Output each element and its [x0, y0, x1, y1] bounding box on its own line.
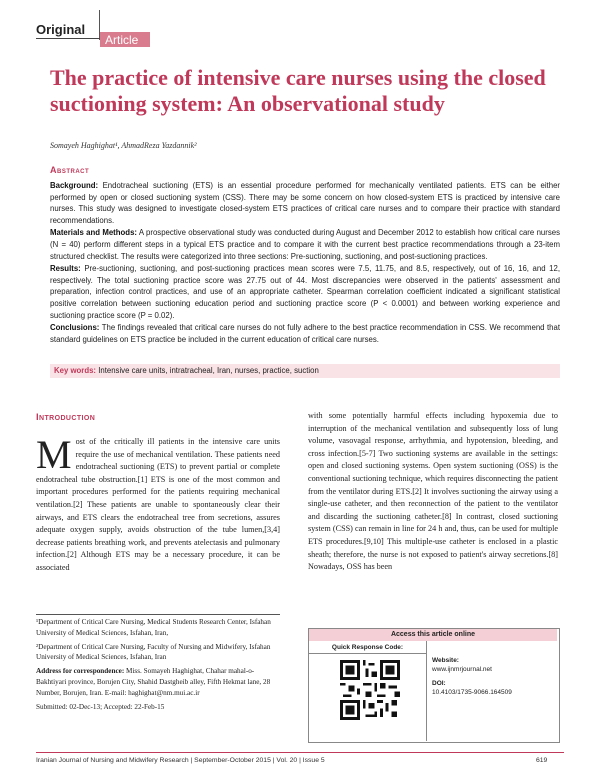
website-link[interactable]: www.ijnmrjournal.net [432, 666, 492, 673]
conclusions-label: Conclusions: [50, 323, 100, 333]
header-underline [36, 38, 100, 39]
correspondence: Address for correspondence: Miss. Somayeh Haghighat, Chahar mahal-o-Bakhtiyari province, Borujen City, Shahid Dastgheib alley, Fifth Hekmat lane, 28 Number, Borujen, Iran. E-mail: haghighat@nm.mui.ac.ir [36, 667, 271, 697]
intro-right-column: with some potentially harmful effects including hypoxemia due to interruption of the mechanical ventilation and subsequently loss of lung volume, vasovagal response, arrhythmia, and hypotension, bleeding, and cross infection.[5-7] Two suctioning systems are available in the settings: open and closed suctioning systems. Open system suctioning (OSS) is the conventional suctioning technique, which requires disconnecting the patient from the ventilator during ETS.[2] It involves suctioning the airway using a single-use catheter, and then reconnection of the patient to the ventilator and discarding the suctioning catheter.[8] In contrast, closed suctioning system (CSS) can remain in line for 24 h and, thus, can be used for multiple ETS procedures.[9,10] This multiple-use catheter is enclosed in a plastic sheath; therefore, the nurse is not exposed to patient's airway secretions.[8] Nowadays, OSS has been [308, 411, 558, 572]
submission-dates: Submitted: 02-Dec-13; Accepted: 22-Feb-15 [36, 702, 165, 711]
footnote-divider [36, 614, 280, 615]
keywords-text: Intensive care units, intratracheal, Iran, nurses, practice, suction [98, 366, 319, 375]
abstract-methods: Materials and Methods: A prospective observational study was conducted during August and December 2012 to establish how critical care nurses (N = 40) perform different steps in a typical ETS practice and to compare it with the current best practice recommendations through a 23-item structured checklist. The results were categorized into three sections: Pre-suctioning, suctioning, and post-suctioning practices. [50, 228, 560, 261]
qr-label-divider [309, 653, 426, 654]
affiliation-2: ²Department of Critical Care Nursing, Faculty of Nursing and Midwifery, Isfahan University of Medical Sciences, Isfahan, Iran [36, 642, 271, 662]
affiliation-1: ¹Department of Critical Care Nursing, Medical Students Research Center, Isfahan University of Medical Sciences, Isfahan, Iran, [36, 618, 271, 637]
footer-rule [36, 752, 564, 753]
website-label: Website: [432, 657, 459, 664]
keywords-label: Key words: [54, 366, 97, 375]
intro-left-column: Most of the critically ill patients in the intensive care units require the use of mechanical ventilation. These patients need endotracheal suctioning (ETS) to prevent partial or complete endotracheal tube obstruction.[1] ETS is one of the most common and important procedures performed for the patients requiring mechanical ventilation.[2] These patients are unable to spontaneously clear their airways, and ETS clears the endotracheal tree from secretions, assures adequate oxygen supply, avoids obstruction of the tube lumen,[3,4] decrease patients breathing work, and prevents atelectasis and pulmonary infection.[2] Although ETS may be a necessary procedure, it can be associated [36, 432, 280, 572]
footnotes [36, 617, 280, 715]
article-type-original: Original [36, 22, 86, 37]
article-type-article: Article [105, 33, 139, 47]
abstract-background: Background: Endotracheal suctioning (ETS) is an essential procedure performed for mechanically ventilated patients. ETS can be either performed by open or closed suctioning system (CSS). There may be some concern on how closed-system ETS is practiced by intensive care nurses. This study was designed to investigate closed-system ETS practices of critical care nurses and to compare their practice with standard recommendations. [50, 181, 560, 225]
page-number: 619 [536, 757, 548, 764]
access-divider [426, 641, 427, 741]
results-label: Results: [50, 264, 81, 274]
paper-title: The practice of intensive care nurses using the closed suctioning system: An observational study [50, 65, 546, 116]
abstract-results: Results: Pre-suctioning, suctioning, and post-suctioning practices mean scores were 7.5, 11.75, and 8.5, respectively, out of 16, 16, and 12, respectively. The total suctioning practice score was 27.75 out of 44. Most discrepancies were observed in the patients' assessment and preparation, infection control practices, and use of an appropriate catheter. Spearman correlation coefficient indicated a significant statistical positive correlation between suctioning education period and suctioning practice score (P < 0.0001) and between working experience and suctioning practice score (P = 0.02). [50, 264, 560, 320]
introduction-heading: Introduction [36, 412, 96, 423]
methods-label: Materials and Methods: [50, 228, 137, 238]
abstract-conclusions: Conclusions: The findings revealed that critical care nurses do not fully adhere to the best practice recommendation in CSS. We recommend that standard guidelines on ETS practice be included in the current education of critical care nurses. [50, 323, 560, 344]
access-heading: Access this article online [309, 629, 557, 641]
authors: Somayeh Haghighat¹, AhmadReza Yazdannik² [50, 141, 197, 150]
qr-label: Quick Response Code: [331, 644, 404, 651]
keywords [54, 366, 319, 375]
abstract-body [50, 180, 560, 346]
qr-code-icon [340, 657, 400, 723]
access-details [432, 656, 556, 702]
background-label: Background: [50, 181, 99, 190]
drop-cap: M [36, 432, 72, 477]
journal-footer: Iranian Journal of Nursing and Midwifery Research | September-October 2015 | Vol. 20 | Issue 5 [36, 757, 325, 764]
doi-label: DOI: [432, 680, 446, 687]
abstract-heading: Abstract [50, 165, 90, 175]
doi-value: 10.4103/1735-9066.164509 [432, 689, 512, 696]
